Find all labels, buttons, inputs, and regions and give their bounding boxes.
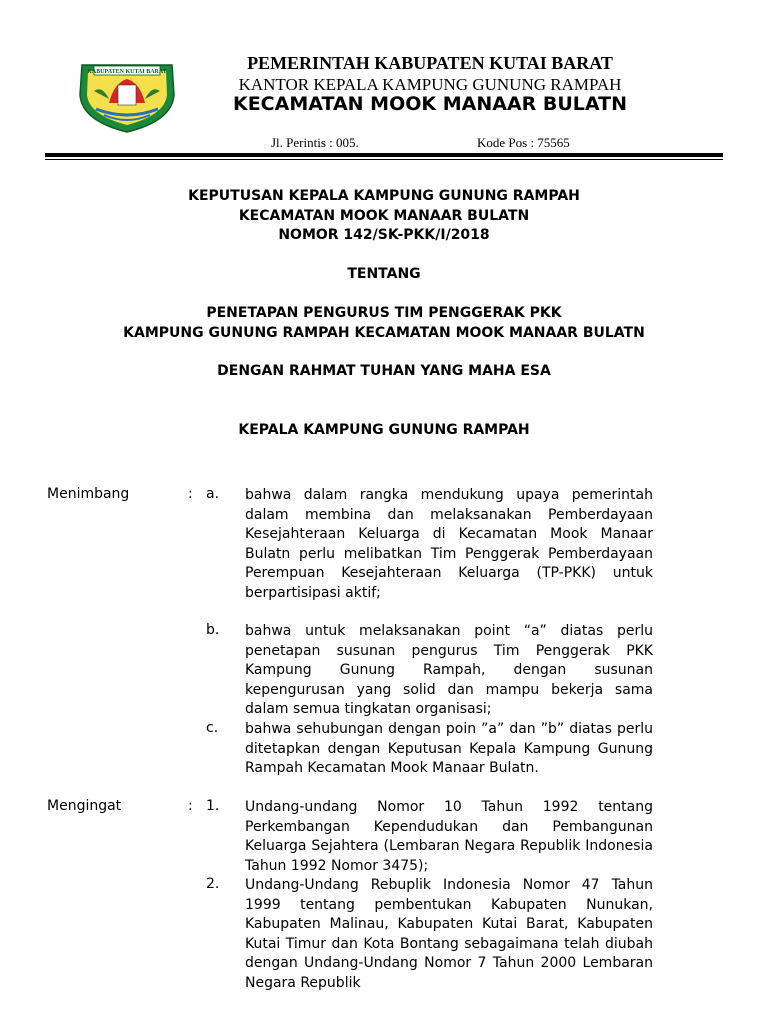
rahmat-heading: DENGAN RAHMAT TUHAN YANG MAHA ESA: [217, 363, 551, 379]
mengingat-item-2: Undang-Undang Rebuplik Indonesia Nomor 47 Tahun 1999 tentang pembentukan Kabupaten Nunukan, Kabupaten Malinau, Kabupaten Kutai Barat, Kabupaten Kutai Timur dan Kota Bontang sebagaimana telah diubah dengan Undang-Undang Nomor 7 Tahun 2000 Lembaran Negara Republik: [245, 877, 653, 991]
letterhead-divider: [45, 153, 723, 157]
letterhead-office: KANTOR KEPALA KAMPUNG GUNUNG RAMPAH: [238, 75, 622, 94]
letterhead-district: KECAMATAN MOOK MANAAR BULATN: [232, 93, 628, 115]
mengingat-item-1: Undang-undang Nomor 10 Tahun 1992 tentang Perkembangan Kependudukan dan Pembangunan Keluarga Sejahtera (Lembaran Negara Republik Indonesia Tahun 1992 Nomor 3475);: [245, 799, 653, 874]
mengingat-mark-2: 2.: [206, 876, 220, 892]
decree-heading-line: KEPUTUSAN KEPALA KAMPUNG GUNUNG RAMPAH: [188, 188, 580, 204]
decree-subject-line: PENETAPAN PENGURUS TIM PENGGERAK PKK: [206, 305, 562, 321]
mengingat-label: Mengingat: [47, 798, 122, 814]
decree-subject: [45, 304, 723, 343]
menimbang-item-c: bahwa sehubungan dengan poin ”a” dan ”b” diatas perlu ditetapkan dengan Keputusan Kepala Kampung Gunung Rampah Kecamatan Mook Manaar Bulatn.: [245, 721, 653, 776]
decree-heading-line: KECAMATAN MOOK MANAAR BULATN: [238, 207, 530, 224]
menimbang-label: Menimbang: [47, 486, 130, 502]
letterhead-divider-thin: [45, 159, 723, 160]
tentang-heading: TENTANG: [347, 266, 421, 282]
kutai-barat-emblem-logo: [74, 55, 180, 133]
menimbang-item-a: bahwa dalam rangka mendukung upaya pemerintah dalam membina dan melaksanakan Pemberdayaan Kesejahteraan Keluarga di Kecamatan Mook Manaar Bulatn perlu melibatkan Tim Penggerak Pemberdayaan Perempuan Kesejahteraan Keluarga (TP-PKK) untuk berpartisipasi aktif;: [245, 487, 653, 601]
menimbang-colon: :: [188, 486, 193, 502]
decree-subject-line: KAMPUNG GUNUNG RAMPAH KECAMATAN MOOK MANAAR BULATN: [123, 324, 645, 341]
menimbang-mark-b: b.: [206, 622, 220, 638]
menimbang-mark-a: a.: [206, 486, 220, 502]
letterhead-government: PEMERINTAH KABUPATEN KUTAI BARAT: [247, 53, 613, 73]
mengingat-colon: :: [188, 798, 193, 814]
kepala-heading: KEPALA KAMPUNG GUNUNG RAMPAH: [238, 422, 530, 438]
mengingat-mark-1: 1.: [206, 798, 220, 814]
logo-lettering: KABUPATEN KUTAI BARAT: [87, 69, 167, 75]
letterhead-postal-code: Kode Pos : 75565: [477, 135, 570, 150]
decree-heading: [45, 187, 723, 246]
menimbang-mark-c: c.: [206, 720, 219, 736]
menimbang-item-b: bahwa untuk melaksanakan point “a” diatas perlu penetapan susunan pengurus Tim Penggerak PKK Kampung Gunung Rampah, dengan susunan kepengurusan yang solid dan mampu bekerja sama dalam semua tingkatan organisasi;: [245, 623, 653, 717]
decree-number: NOMOR 142/SK-PKK/I/2018: [278, 227, 490, 243]
letterhead-address: Jl. Perintis : 005.: [271, 135, 359, 150]
